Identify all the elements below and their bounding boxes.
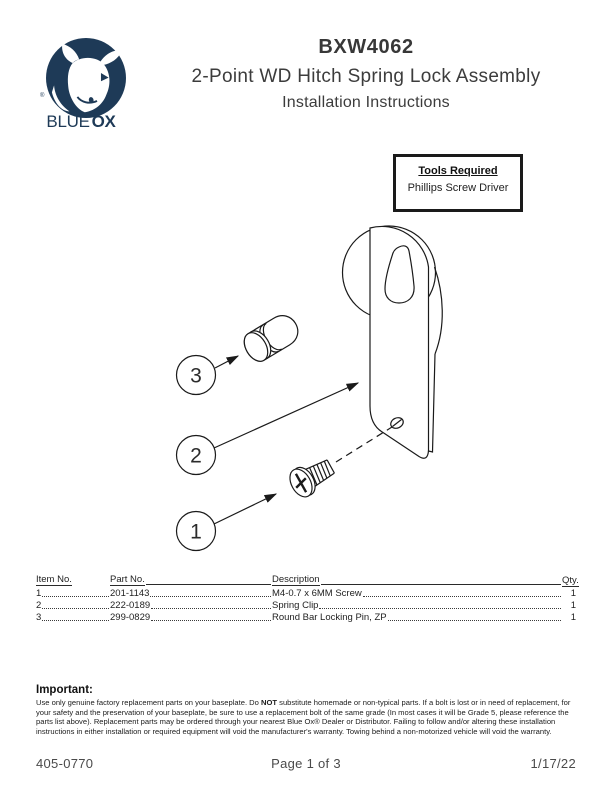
table-row [36,588,576,599]
important-text-part2: substitute homemade or non-typical parts. If a bolt is lost or in need of replacement, for your safety and the preservation of your baseplate, be sure to use a replacement bolt of the same grade (In most cases it will be Grade 5, please reference the parts list above). Replacement parts may be ordered through your nearest Blue Ox® Dealer or Distributor. Failing to follow and/or altering these installation instructions in either installation or required equipment will void the manufacturer's warranty. Towing behind a non-motorized vehicle will void the warranty. [36,698,571,736]
blue-ox-logo [46,38,126,123]
footer-page-indicator: Page 1 of 3 [271,756,341,771]
registered-trademark: ® [40,93,45,99]
row-qty: 1 [570,612,576,623]
title-block [140,36,592,112]
bull-icon [46,38,126,118]
callout-2-number: 2 [190,444,202,468]
callout-3-number: 3 [190,364,202,388]
important-text [36,698,577,736]
row-description: Round Bar Locking Pin, ZP [272,612,387,623]
table-row [36,612,576,623]
disc-side-edge [435,267,443,354]
row-item-no: 1 [36,588,42,599]
product-title: 2-Point WD Hitch Spring Lock Assembly [191,66,541,87]
header-description: Description [272,574,320,585]
row-part-no: 222-0189 [110,600,151,611]
tools-required-title: Tools Required [418,165,498,177]
parts-table [36,573,579,623]
row-part-no: 299-0829 [110,612,151,623]
row-item-no: 3 [36,612,42,623]
callout-1-arrow [214,494,276,524]
tools-required-box [393,154,523,212]
wordmark-blue: BLUE [46,112,90,131]
tool-item: Phillips Screw Driver [407,182,509,194]
important-text-part1: Use only genuine factory replacement parts on your baseplate. Do [36,698,261,707]
important-heading: Important: [36,684,93,696]
parts-table-header-row [36,574,579,586]
row-qty: 1 [570,600,576,611]
wordmark-ox: OX [91,112,116,131]
important-section [36,684,577,736]
assembly-diagram [158,218,472,570]
header-part-no: Part No. [110,574,145,585]
header-qty: Qty. [562,575,579,586]
row-description: Spring Clip [272,600,319,611]
row-part-no: 201-1143 [110,588,150,599]
important-not-word: NOT [261,698,278,707]
phillips-screw [285,453,338,500]
doc-type-title: Installation Instructions [282,94,450,111]
page-title-model: BXW4062 [318,36,414,58]
callout-2-arrow [214,383,358,448]
plate-thickness-edge [429,354,436,452]
callout-3-arrow [215,356,238,368]
row-qty: 1 [570,588,576,599]
blue-ox-wordmark [42,112,120,132]
footer-doc-number: 405-0770 [36,756,94,771]
footer-date: 1/17/22 [530,756,576,771]
locking-pin [239,310,303,365]
row-description: M4-0.7 x 6MM Screw [272,588,362,599]
callout-1-number: 1 [190,520,202,544]
table-row [36,600,576,611]
header-item-no: Item No. [36,574,72,585]
row-item-no: 2 [36,600,42,611]
